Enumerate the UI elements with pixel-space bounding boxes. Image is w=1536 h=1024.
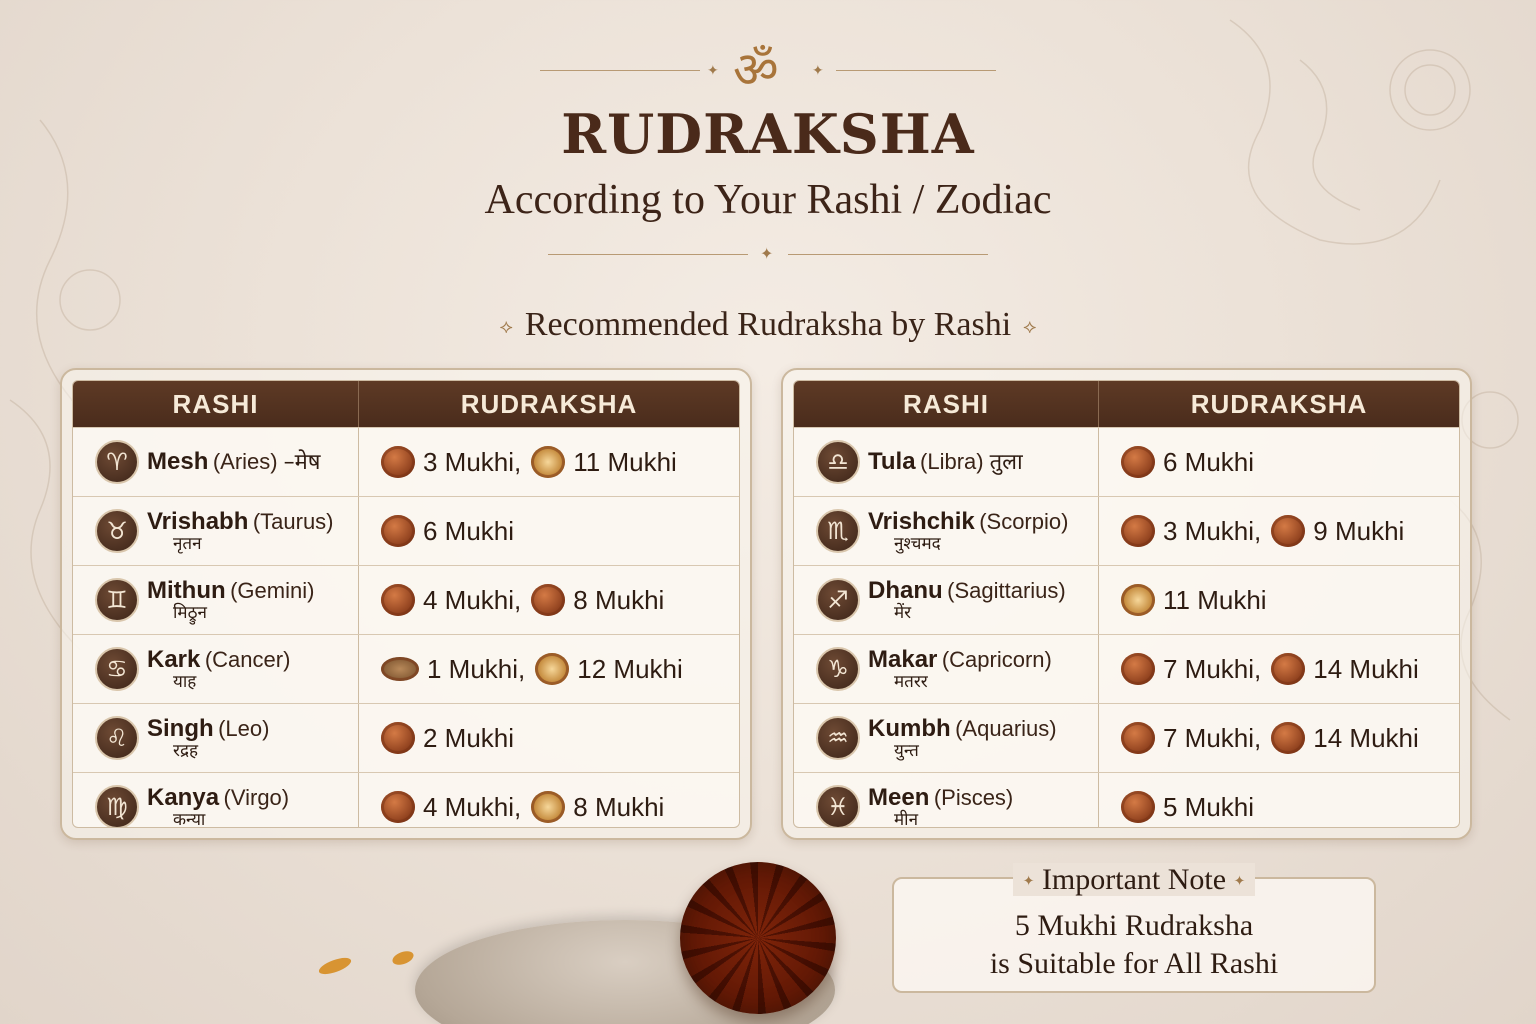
rudraksha-bead-icon [1121,446,1155,478]
mukhi-label: 6 Mukhi [423,515,515,546]
rudraksha-bead-icon [1271,653,1305,685]
table-row [73,634,739,703]
rashi-text [147,450,320,474]
rudraksha-bead-icon [1121,584,1155,616]
zodiac-icon: ♌ [95,716,139,760]
rudraksha-cell [1099,773,1459,828]
diamond-ornament-icon: ✦ [760,246,774,263]
rashi-english-name: (Leo) [218,715,270,741]
rashi-english-name: (Sagittarius) [947,577,1066,603]
rashi-name: Singh [147,714,214,742]
rudraksha-bead-icon [381,515,415,547]
rashi-hindi-name: नुश्चमद [894,533,941,554]
zodiac-icon: ♓ [816,785,860,828]
rashi-name: Mithun [147,576,226,604]
table-row [794,565,1459,634]
rashi-text [868,450,1023,474]
table-row [794,427,1459,496]
rudraksha-bead-icon [1121,791,1155,823]
rudraksha-cell [359,428,739,496]
zodiac-icon: ♐ [816,578,860,622]
rashi-hindi-name: मेंर [894,602,912,623]
rashi-hindi-name: युन्त [894,740,919,761]
column-header-rudraksha: RUDRAKSHA [1190,388,1368,419]
rudraksha-cell [359,704,739,772]
rudraksha-cell [359,566,739,634]
rashi-hindi-name: तुला [989,450,1023,475]
section-title-text: Recommended Rudraksha by Rashi [524,306,1012,343]
rashi-hindi-name: –मेष [283,450,321,475]
rashi-hindi-name: नृतन [173,533,202,554]
divider-line [540,70,700,71]
rashi-cell [73,428,359,496]
table-row [73,496,739,565]
rashi-table-right [781,368,1472,840]
zodiac-icon: ♎ [816,440,860,484]
zodiac-icon: ♋ [95,647,139,691]
diamond-ornament-icon: ✦ [1022,874,1035,890]
mukhi-label: 14 Mukhi [1313,722,1419,753]
rashi-cell [794,428,1099,496]
diamond-ornament-icon: ✦ [1233,874,1246,890]
rudraksha-bead-icon [1271,515,1305,547]
rashi-text [147,576,315,623]
mukhi-label: 3 Mukhi, [423,446,522,477]
rudraksha-bead-icon [381,584,415,616]
zodiac-icon: ♏ [816,509,860,553]
mukhi-label: 11 Mukhi [573,446,677,477]
zodiac-icon: ♊ [95,578,139,622]
zodiac-icon: ♒ [816,716,860,760]
rudraksha-cell [1099,635,1459,703]
mukhi-label: 11 Mukhi [1163,584,1267,615]
rudraksha-bead-icon [1271,722,1305,754]
rudraksha-cell [359,497,739,565]
rashi-name: Kumbh [868,714,951,742]
rudraksha-bead-icon [531,791,565,823]
rudraksha-cell [1099,704,1459,772]
page-subtitle: According to Your Rashi / Zodiac [484,177,1052,223]
rudraksha-bead-icon [381,446,415,478]
mukhi-label: 12 Mukhi [577,653,683,684]
rashi-english-name: (Cancer) [204,646,291,672]
leaf-decoration [391,949,416,968]
zodiac-icon: ♈ [95,440,139,484]
rashi-english-name: (Scorpio) [979,508,1069,534]
rashi-english-name: (Taurus) [252,508,334,534]
rashi-name: Dhanu [868,576,943,604]
rashi-name: Mesh [147,448,209,475]
table-row [73,772,739,828]
diamond-ornament-icon: ✦ [812,62,824,78]
om-icon: ॐ [733,41,779,99]
rashi-text [147,714,270,761]
table-row [794,634,1459,703]
rashi-cell [73,497,359,565]
divider-line [836,70,996,71]
mukhi-label: 4 Mukhi, [423,791,522,822]
column-header-rudraksha: RUDRAKSHA [460,388,638,419]
mukhi-label: 8 Mukhi [573,584,665,615]
mukhi-label: 7 Mukhi, [1163,653,1262,684]
rashi-hindi-name: याह [173,671,197,692]
mukhi-label: 3 Mukhi, [1163,515,1262,546]
rashi-english-name: (Aquarius) [955,715,1057,741]
rashi-english-name: (Libra) [920,449,984,474]
page-title: RUDRAKSHA [561,102,975,166]
table-row [73,703,739,772]
rudraksha-bead-icon [381,657,419,681]
rudraksha-cell [359,635,739,703]
rashi-text [868,576,1066,623]
rashi-cell [794,704,1099,772]
rashi-name: Tula [868,448,916,475]
rashi-english-name: (Aries) [212,449,278,474]
rashi-name: Kanya [147,783,220,811]
rashi-text [147,783,290,829]
column-header-rashi: RASHI [73,381,359,427]
rashi-cell [794,566,1099,634]
mukhi-label: 1 Mukhi, [427,653,526,684]
mukhi-label: 9 Mukhi [1313,515,1405,546]
title-divider [0,244,1536,264]
rashi-cell [73,635,359,703]
rashi-english-name: (Gemini) [230,577,315,603]
mukhi-label: 7 Mukhi, [1163,722,1262,753]
rashi-name: Vrishabh [147,507,249,535]
rashi-cell [794,773,1099,828]
table-header [794,381,1459,427]
important-note-box [892,863,1376,993]
rashi-text [868,783,1014,829]
rudraksha-bead-icon [381,791,415,823]
rashi-cell [73,773,359,828]
note-title [894,863,1374,897]
rashi-english-name: (Capricorn) [941,646,1052,672]
mukhi-label: 2 Mukhi [423,722,515,753]
mukhi-label: 14 Mukhi [1313,653,1419,684]
rashi-english-name: (Pisces) [933,784,1014,810]
rudraksha-bead-icon [535,653,569,685]
rashi-name: Meen [868,783,930,811]
rashi-hindi-name: कन्या [173,809,206,828]
divider-line [548,254,748,255]
rashi-name: Kark [147,645,201,673]
mukhi-label: 4 Mukhi, [423,584,522,615]
divider-line [788,254,988,255]
rashi-text [147,507,334,554]
table-row [794,496,1459,565]
rashi-hindi-name: मिठ्रुन [173,602,207,623]
zodiac-icon: ♍ [95,785,139,828]
rudraksha-bead-image [680,862,836,1014]
rudraksha-bead-icon [1121,515,1155,547]
rashi-cell [73,566,359,634]
rudraksha-bead-icon [531,446,565,478]
rashi-text [868,507,1069,554]
column-header-rashi: RASHI [794,381,1099,427]
rashi-text [868,714,1057,761]
table [72,380,740,828]
table [793,380,1460,828]
leaf-decoration [317,955,353,978]
rudraksha-bead-icon [1121,722,1155,754]
rashi-name: Makar [868,645,938,673]
rashi-english-name: (Virgo) [223,784,290,810]
table-row [794,772,1459,828]
rudraksha-cell [1099,566,1459,634]
mukhi-label: 6 Mukhi [1163,446,1255,477]
note-title-text: Important Note [1041,863,1227,896]
table-row [73,427,739,496]
arrow-ornament-icon: ⟡ [1023,315,1037,338]
rudraksha-cell [359,773,739,828]
table-header [73,381,739,427]
om-header-ornament [0,40,1536,100]
section-title [0,306,1536,344]
mukhi-label: 8 Mukhi [573,791,665,822]
rashi-cell [794,497,1099,565]
rashi-hindi-name: मीन [894,809,919,828]
rashi-cell [73,704,359,772]
rudraksha-bead-icon [531,584,565,616]
mukhi-label: 5 Mukhi [1163,791,1255,822]
zodiac-icon: ♑ [816,647,860,691]
diamond-ornament-icon: ✦ [707,62,719,78]
arrow-ornament-icon: ⟡ [499,315,513,338]
rudraksha-bead-icon [381,722,415,754]
note-line-2: is Suitable for All Rashi [989,947,1279,980]
rashi-cell [794,635,1099,703]
rudraksha-cell [1099,497,1459,565]
rashi-text [868,645,1052,692]
table-row [73,565,739,634]
rashi-table-left [60,368,752,840]
zodiac-icon: ♉ [95,509,139,553]
rudraksha-cell [1099,428,1459,496]
rashi-text [147,645,291,692]
rudraksha-bead-icon [1121,653,1155,685]
rashi-name: Vrishchik [868,507,975,535]
note-line-1: 5 Mukhi Rudraksha [1014,909,1254,942]
table-row [794,703,1459,772]
rashi-hindi-name: मतरर [894,671,928,692]
rashi-hindi-name: रद्रह [173,740,199,761]
